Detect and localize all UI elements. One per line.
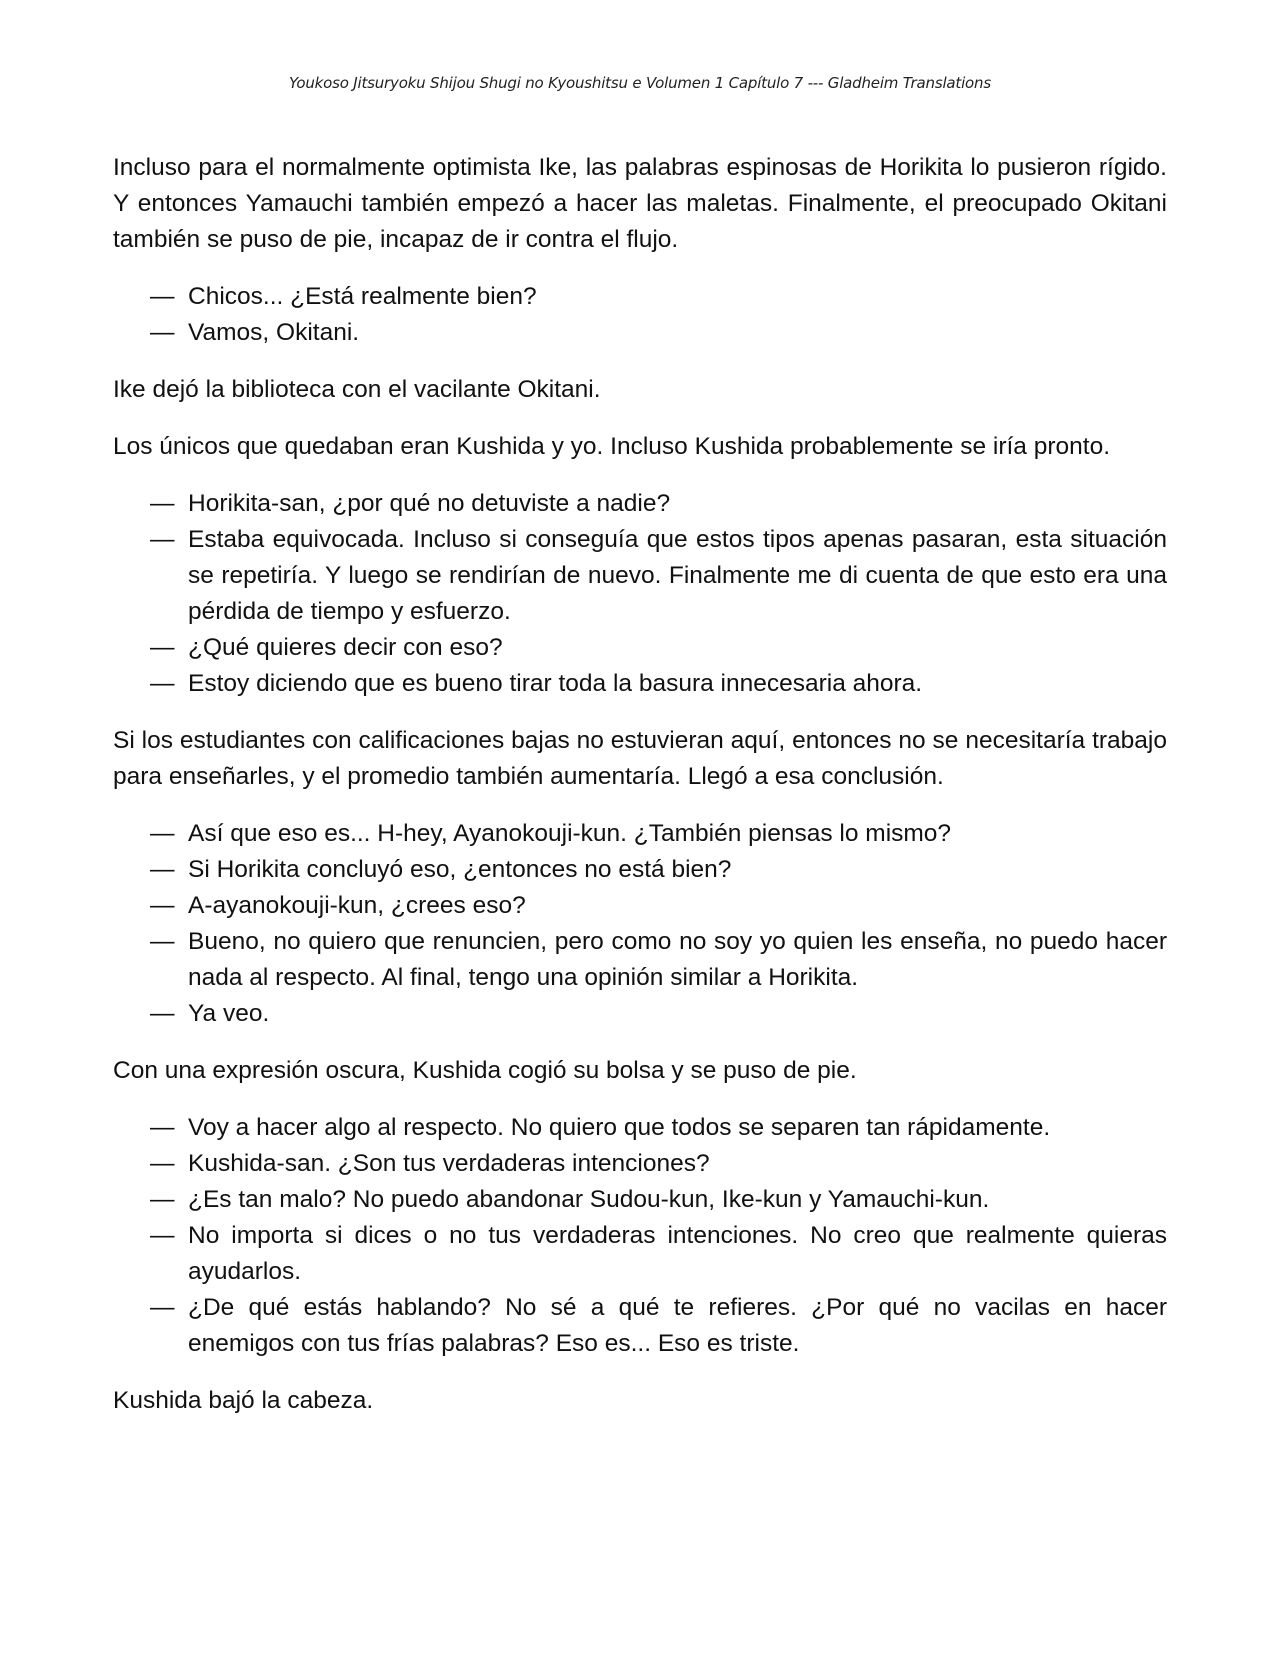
dialogue-text: Chicos... ¿Está realmente bien? <box>188 283 537 310</box>
dialogue-text: Vamos, Okitani. <box>188 319 360 346</box>
dialogue-text: A-ayanokouji-kun, ¿crees eso? <box>188 892 526 919</box>
dialogue-text: Estoy diciendo que es bueno tirar toda la basura innecesaria ahora. <box>188 670 923 697</box>
dialogue-line <box>113 666 1167 702</box>
em-dash: — <box>150 1000 175 1027</box>
em-dash: — <box>150 892 175 919</box>
dialogue-text: ¿De qué estás hablando? No sé a qué te refieres. ¿Por qué no vacilas en hacer enemigos con tus frías palabras? Eso es... Eso es triste. <box>188 1294 1167 1357</box>
paragraph: Los únicos que quedaban eran Kushida y yo. Incluso Kushida probablemente se iría pronto. <box>113 433 1110 460</box>
dialogue-line <box>113 522 1167 630</box>
dialogue-line <box>113 1146 1167 1182</box>
paragraph: Kushida bajó la cabeza. <box>113 1387 374 1414</box>
dialogue-line <box>113 924 1167 996</box>
dialogue-text: ¿Es tan malo? No puedo abandonar Sudou-kun, Ike-kun y Yamauchi-kun. <box>188 1186 990 1213</box>
em-dash: — <box>150 928 175 955</box>
dialogue-block <box>113 486 1167 702</box>
dialogue-line <box>113 1290 1167 1362</box>
dialogue-line <box>113 1110 1167 1146</box>
dialogue-text: Kushida-san. ¿Son tus verdaderas intenciones? <box>188 1150 710 1177</box>
dialogue-line <box>113 996 1167 1032</box>
paragraph: Incluso para el normalmente optimista Ike, las palabras espinosas de Horikita lo pusieron rígido. Y entonces Yamauchi también empezó a hacer las maletas. Finalmente, el preocupado Okitani también se puso de pie, incapaz de ir contra el flujo. <box>113 154 1167 253</box>
dialogue-line <box>113 816 1167 852</box>
em-dash: — <box>150 490 175 517</box>
dialogue-text: Si Horikita concluyó eso, ¿entonces no está bien? <box>188 856 732 883</box>
dialogue-block <box>113 279 1167 351</box>
dialogue-line <box>113 1218 1167 1290</box>
dialogue-text: Horikita-san, ¿por qué no detuviste a nadie? <box>188 490 671 517</box>
document-body <box>113 150 1167 1440</box>
dialogue-line <box>113 486 1167 522</box>
dialogue-block <box>113 816 1167 1032</box>
paragraph: Si los estudiantes con calificaciones bajas no estuvieran aquí, entonces no se necesitaría trabajo para enseñarles, y el promedio también aumentaría. Llegó a esa conclusión. <box>113 727 1167 790</box>
dialogue-text: Así que eso es... H-hey, Ayanokouji-kun. ¿También piensas lo mismo? <box>188 820 952 847</box>
em-dash: — <box>150 319 175 346</box>
em-dash: — <box>150 283 175 310</box>
em-dash: — <box>150 820 175 847</box>
dialogue-text: Ya veo. <box>188 1000 270 1027</box>
dialogue-text: ¿Qué quieres decir con eso? <box>188 634 503 661</box>
dialogue-line <box>113 852 1167 888</box>
dialogue-line <box>113 1182 1167 1218</box>
page-header: Youkoso Jitsuryoku Shijou Shugi no Kyoushitsu e Volumen 1 Capítulo 7 --- Gladheim Translations <box>289 74 991 92</box>
dialogue-line <box>113 279 1167 315</box>
em-dash: — <box>150 1186 175 1213</box>
dialogue-text: No importa si dices o no tus verdaderas intenciones. No creo que realmente quieras ayudarlos. <box>188 1222 1167 1285</box>
dialogue-line <box>113 888 1167 924</box>
dialogue-text: Bueno, no quiero que renuncien, pero como no soy yo quien les enseña, no puedo hacer nada al respecto. Al final, tengo una opinión similar a Horikita. <box>188 928 1167 991</box>
paragraph: Con una expresión oscura, Kushida cogió su bolsa y se puso de pie. <box>113 1057 857 1084</box>
em-dash: — <box>150 856 175 883</box>
em-dash: — <box>150 634 175 661</box>
em-dash: — <box>150 1150 175 1177</box>
dialogue-line <box>113 630 1167 666</box>
em-dash: — <box>150 1222 175 1249</box>
em-dash: — <box>150 670 175 697</box>
dialogue-text: Estaba equivocada. Incluso si conseguía que estos tipos apenas pasaran, esta situación se repetiría. Y luego se rendirían de nuevo. Finalmente me di cuenta de que esto era una pérdida de tiempo y esfuerzo. <box>188 526 1167 625</box>
dialogue-block <box>113 1110 1167 1362</box>
dialogue-line <box>113 315 1167 351</box>
em-dash: — <box>150 1294 175 1321</box>
paragraph: Ike dejó la biblioteca con el vacilante Okitani. <box>113 376 601 403</box>
em-dash: — <box>150 526 175 553</box>
em-dash: — <box>150 1114 175 1141</box>
dialogue-text: Voy a hacer algo al respecto. No quiero que todos se separen tan rápidamente. <box>188 1114 1051 1141</box>
